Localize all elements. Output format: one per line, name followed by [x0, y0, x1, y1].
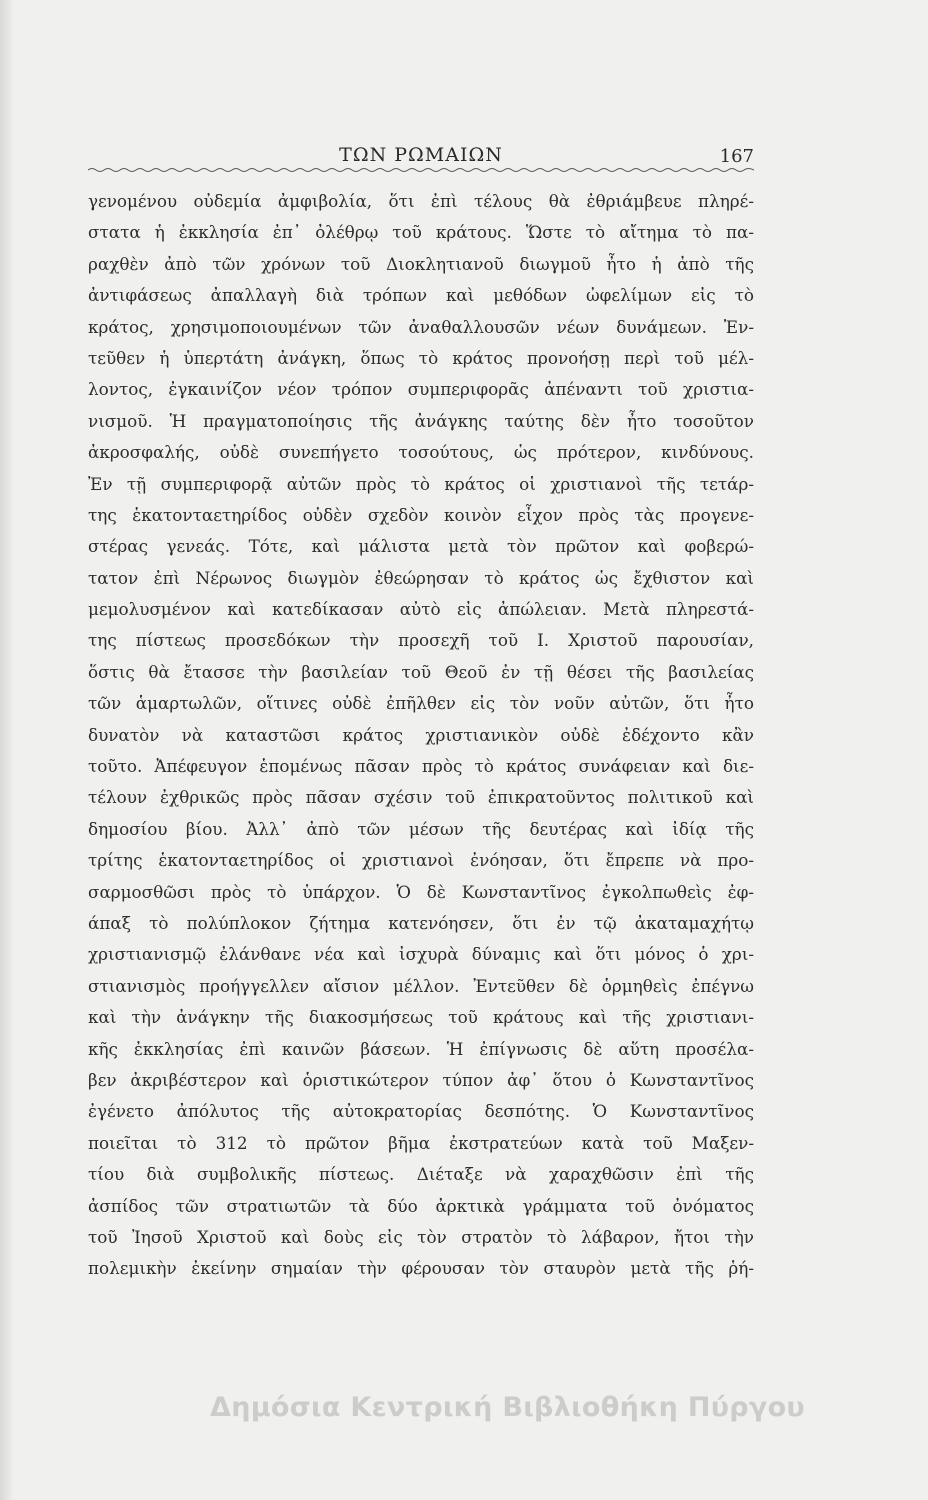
text-line: στατα ἡ ἐκκλησία ἐπ᾽ ὀλέθρῳ τοῦ κράτους. Ὥστε τὸ αἴτημα τὸ πα-	[88, 222, 754, 243]
text-line: τέλουν ἐχθρικῶς πρὸς πᾶσαν σχέσιν τοῦ ἐπικρατοῦντος πολιτικοῦ καὶ	[88, 787, 754, 808]
text-line: λοντος, ἐγκαινίζον νέον τρόπον συμπεριφορᾶς ἀπέναντι τοῦ χριστια-	[88, 379, 754, 400]
text-line: κῆς ἐκκλησίας ἐπὶ καινῶν βάσεων. Ἡ ἐπίγνωσις δὲ αὕτη προσέλα-	[88, 1038, 754, 1059]
text-line: ἀκροσφαλής, οὐδὲ συνεπήγετο τοσούτους, ὡς πρότερον, κινδύνους.	[88, 442, 754, 463]
page-header	[88, 140, 754, 170]
text-line: τρίτης ἑκατονταετηρίδος οἱ χριστιανοὶ ἐνόησαν, ὅτι ἔπρεπε νὰ προ-	[88, 850, 754, 871]
running-title: ΤΩΝ ΡΩΜΑΙΩΝ	[339, 144, 503, 166]
text-line: της ἑκατονταετηρίδος οὐδὲν σχεδὸν κοινὸν εἶχον πρὸς τὰς προγενε-	[88, 504, 754, 525]
text-line: βεν ἀκριβέστερον καὶ ὁριστικώτερον τύπον ἀφ᾽ ὅτου ὁ Κωνσταντῖνος	[88, 1069, 754, 1090]
text-line: τῶν ἁμαρτωλῶν, οἵτινες οὐδὲ ἐπῆλθεν εἰς τὸν νοῦν αὐτῶν, ὅτι ἦτο	[88, 693, 754, 714]
text-line: καὶ τὴν ἀνάγκην τῆς διακοσμήσεως τοῦ κράτους καὶ τῆς χριστιανι-	[88, 1007, 754, 1028]
text-line: νισμοῦ. Ἡ πραγματοποίησις τῆς ἀνάγκης ταύτης δὲν ἦτο τοσοῦτον	[88, 410, 754, 431]
header-wavy-rule	[88, 166, 754, 174]
text-line: Ἐν τῇ συμπεριφορᾷ αὐτῶν πρὸς τὸ κράτος οἱ χριστιανοὶ τῆς τετάρ-	[88, 473, 754, 494]
library-watermark: Δημόσια Κεντρική Βιβλιοθήκη Πύργου	[210, 1392, 805, 1423]
page-number: 167	[719, 146, 754, 167]
text-line: ἀσπίδος τῶν στρατιωτῶν τὰ δύο ἀρκτικὰ γράμματα τοῦ ὀνόματος	[88, 1195, 754, 1216]
text-line: σαρμοσθῶσι πρὸς τὸ ὑπάρχον. Ὁ δὲ Κωνσταντῖνος ἐγκολπωθεὶς ἐφ-	[88, 881, 754, 902]
text-line: χριστιανισμῷ ἐλάνθανε νέα καὶ ἰσχυρὰ δύναμις καὶ ὅτι μόνος ὁ χρι-	[88, 944, 754, 965]
text-line: τοῦτο. Ἀπέφευγον ἑπομένως πᾶσαν πρὸς τὸ κράτος συνάφειαν καὶ διε-	[88, 756, 754, 777]
text-line: δυνατὸν νὰ καταστῶσι κράτος χριστιανικὸν οὐδὲ ἐδέχοντο κἂν	[88, 724, 754, 745]
text-line: ραχθὲν ἀπὸ τῶν χρόνων τοῦ Διοκλητιανοῦ διωγμοῦ ἦτο ἡ ἀπὸ τῆς	[88, 253, 754, 274]
text-line: ὅστις θὰ ἔτασσε τὴν βασιλείαν τοῦ Θεοῦ ἐν τῇ θέσει τῆς βασιλείας	[88, 661, 754, 682]
text-line: άπαξ τὸ πολύπλοκον ζήτημα κατενόησεν, ὅτι ἐν τῷ ἀκαταμαχήτῳ	[88, 912, 754, 933]
text-line: ἐγένετο ἀπόλυτος τῆς αὐτοκρατορίας δεσπότης. Ὁ Κωνσταντῖνος	[88, 1101, 754, 1122]
text-line: ἀντιφάσεως ἀπαλλαγὴ διὰ τρόπων καὶ μεθόδων ὠφελίμων εἰς τὸ	[88, 285, 754, 306]
body-text	[88, 186, 754, 1285]
text-line: στέρας γενεάς. Τότε, καὶ μάλιστα μετὰ τὸν πρῶτον καὶ φοβερώ-	[88, 536, 754, 557]
text-line: γενομένου οὐδεμία ἀμφιβολία, ὅτι ἐπὶ τέλους θὰ ἐθριάμβευε πληρέ-	[88, 191, 754, 211]
text-line: τίου διὰ συμβολικῆς πίστεως. Διέταξε νὰ χαραχθῶσιν ἐπὶ τῆς	[88, 1164, 754, 1185]
page-binding-edge	[0, 0, 14, 1500]
text-line: τοῦ Ἰησοῦ Χριστοῦ καὶ δοὺς εἰς τὸν στρατὸν τὸ λάβαρον, ἤτοι τὴν	[88, 1226, 754, 1247]
text-line: της πίστεως προσεδόκων τὴν προσεχῆ τοῦ Ι. Χριστοῦ παρουσίαν,	[88, 630, 754, 651]
text-line: στιανισμὸς προήγγελλεν αἴσιον μέλλον. Ἐντεῦθεν δὲ ὁρμηθεὶς ἐπέγνω	[88, 975, 754, 996]
text-line: πολεμικὴν ἐκείνην σημαίαν τὴν φέρουσαν τὸν σταυρὸν μετὰ τῆς ῥή-	[88, 1258, 754, 1279]
text-line: κράτος, χρησιμοποιουμένων τῶν ἀναθαλλουσῶν νέων δυνάμεων. Ἐν-	[88, 316, 754, 337]
text-line: ποιεῖται τὸ 312 τὸ πρῶτον βῆμα ἐκστρατεύων κατὰ τοῦ Μαξεν-	[88, 1132, 754, 1153]
text-line: μεμολυσμένον καὶ κατεδίκασαν αὐτὸ εἰς ἀπώλειαν. Μετὰ πληρεστά-	[88, 599, 754, 620]
text-line: τατον ἐπὶ Νέρωνος διωγμὸν ἐθεώρησαν τὸ κράτος ὡς ἔχθιστον καὶ	[88, 567, 754, 588]
text-line: τεῦθεν ἡ ὑπερτάτη ἀνάγκη, ὅπως τὸ κράτος προνοήσῃ περὶ τοῦ μέλ-	[88, 347, 754, 368]
text-line: δημοσίου βίου. Ἀλλ᾽ ἀπὸ τῶν μέσων τῆς δευτέρας καὶ ἰδίᾳ τῆς	[88, 818, 754, 839]
